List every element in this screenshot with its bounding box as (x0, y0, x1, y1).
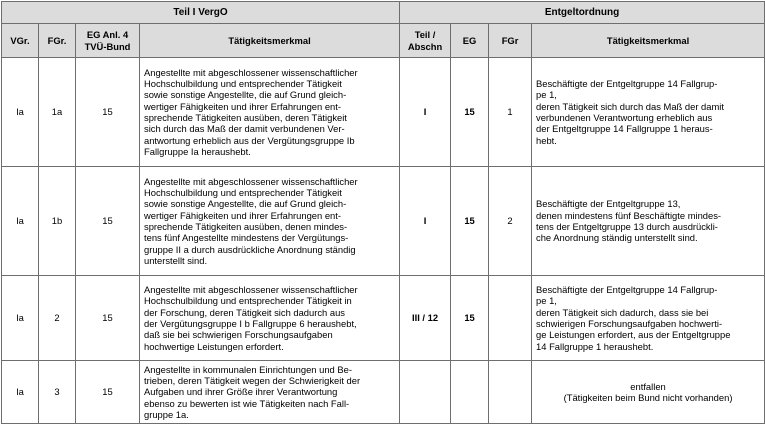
column-header-taetigkeitsmerkmal-right: Tätigkeitsmerkmal (532, 24, 765, 58)
table-row (2, 361, 765, 424)
cell-taetigkeit-left: Angestellte mit abgeschlossener wissenschaftlicher Hochschulbildung und entsprechender Tätigkeit sowie sonstige Angestellte, die auf Grund gleich- wertiger Fähigkeiten und ihrer Erfahrungen ent- sprechende Tätigkeiten ausüben, denen mindes- tens fünf Angestellte mindestens der Vergütungs- gruppe II a durch ausdrückliche Anordnung ständig unterstellt sind. (140, 167, 400, 276)
cell-vgr: Ia (2, 361, 39, 424)
cell-vgr: Ia (2, 58, 39, 167)
cell-teil-abschn: I (400, 58, 451, 167)
cell-eg-anl4: 15 (76, 276, 140, 361)
table-row (2, 276, 765, 361)
cell-fgr: 1a (39, 58, 76, 167)
table-row (2, 58, 765, 167)
group-header-entgeltordnung: Entgeltordnung (400, 2, 765, 24)
cell-vgr: Ia (2, 167, 39, 276)
cell-eg: 15 (451, 167, 489, 276)
cell-fgr: 3 (39, 361, 76, 424)
cell-taetigkeit-right: entfallen (Tätigkeiten beim Bund nicht vorhanden) (532, 361, 765, 424)
cell-eg: 15 (451, 276, 489, 361)
cell-fgr-right (489, 276, 532, 361)
column-header-eg: EG (451, 24, 489, 58)
cell-fgr: 2 (39, 276, 76, 361)
table-row (2, 167, 765, 276)
column-header-vgr: VGr. (2, 24, 39, 58)
column-header-eg-anl4: EG Anl. 4 TVÜ-Bund (76, 24, 140, 58)
column-header-teil-abschn: Teil / Abschn (400, 24, 451, 58)
vergo-entgeltordnung-table (1, 1, 765, 424)
cell-teil-abschn: III / 12 (400, 276, 451, 361)
cell-eg-anl4: 15 (76, 361, 140, 424)
cell-taetigkeit-left: Angestellte mit abgeschlossener wissenschaftlicher Hochschulbildung und entsprechender Tätigkeit in der Forschung, deren Tätigkeit sich dadurch aus der Vergütungsgruppe I b Fallgruppe 6 heraushebt, daß sie bei schwierigen Forschungsaufgaben hochwertige Leistungen erfordert. (140, 276, 400, 361)
cell-teil-abschn: I (400, 167, 451, 276)
cell-taetigkeit-right: Beschäftigte der Entgeltgruppe 13, denen mindestens fünf Beschäftigte mindes- tens der Entgeltgruppe 13 durch ausdrückli- che Anordnung ständig unterstellt sind. (532, 167, 765, 276)
cell-taetigkeit-left: Angestellte in kommunalen Einrichtungen und Be- trieben, deren Tätigkeit wegen der Schwierigkeit der Aufgaben und ihrer Größe ihrer Verantwortung ebenso zu bewerten ist wie Tätigkeiten nach Fall- gruppe 1a. (140, 361, 400, 424)
cell-eg-anl4: 15 (76, 58, 140, 167)
cell-fgr: 1b (39, 167, 76, 276)
cell-eg: 15 (451, 58, 489, 167)
cell-fgr-right: 2 (489, 167, 532, 276)
cell-eg (451, 361, 489, 424)
cell-taetigkeit-left: Angestellte mit abgeschlossener wissenschaftlicher Hochschulbildung und entsprechender Tätigkeit sowie sonstige Angestellte, die auf Grund gleich- wertiger Fähigkeiten und ihrer Erfahrungen ent- sprechende Tätigkeiten ausüben, deren Tätigkeit sich durch das Maß der damit verbundenen Ver- antwortung erheblich aus der Vergütungsgruppe Ib Fallgruppe Ia heraushebt. (140, 58, 400, 167)
cell-eg-anl4: 15 (76, 167, 140, 276)
cell-taetigkeit-right: Beschäftigte der Entgeltgruppe 14 Fallgrup- pe 1, deren Tätigkeit sich durch das Maß der damit verbundenen Verantwortung erheblich aus der Entgeltgruppe 14 Fallgruppe 1 heraus- hebt. (532, 58, 765, 167)
column-header-taetigkeitsmerkmal-left: Tätigkeitsmerkmal (140, 24, 400, 58)
cell-vgr: Ia (2, 276, 39, 361)
cell-taetigkeit-right: Beschäftigte der Entgeltgruppe 14 Fallgrup- pe 1, deren Tätigkeit sich dadurch, dass sie bei schwierigen Forschungsaufgaben hochwerti- ge Leistungen erfordert, aus der Entgeltgruppe 14 Fallgruppe 1 heraushebt. (532, 276, 765, 361)
cell-fgr-right (489, 361, 532, 424)
column-header-fgr: FGr. (39, 24, 76, 58)
cell-fgr-right: 1 (489, 58, 532, 167)
column-header-fgr-right: FGr (489, 24, 532, 58)
cell-teil-abschn (400, 361, 451, 424)
group-header-vergo: Teil I VergO (2, 2, 400, 24)
